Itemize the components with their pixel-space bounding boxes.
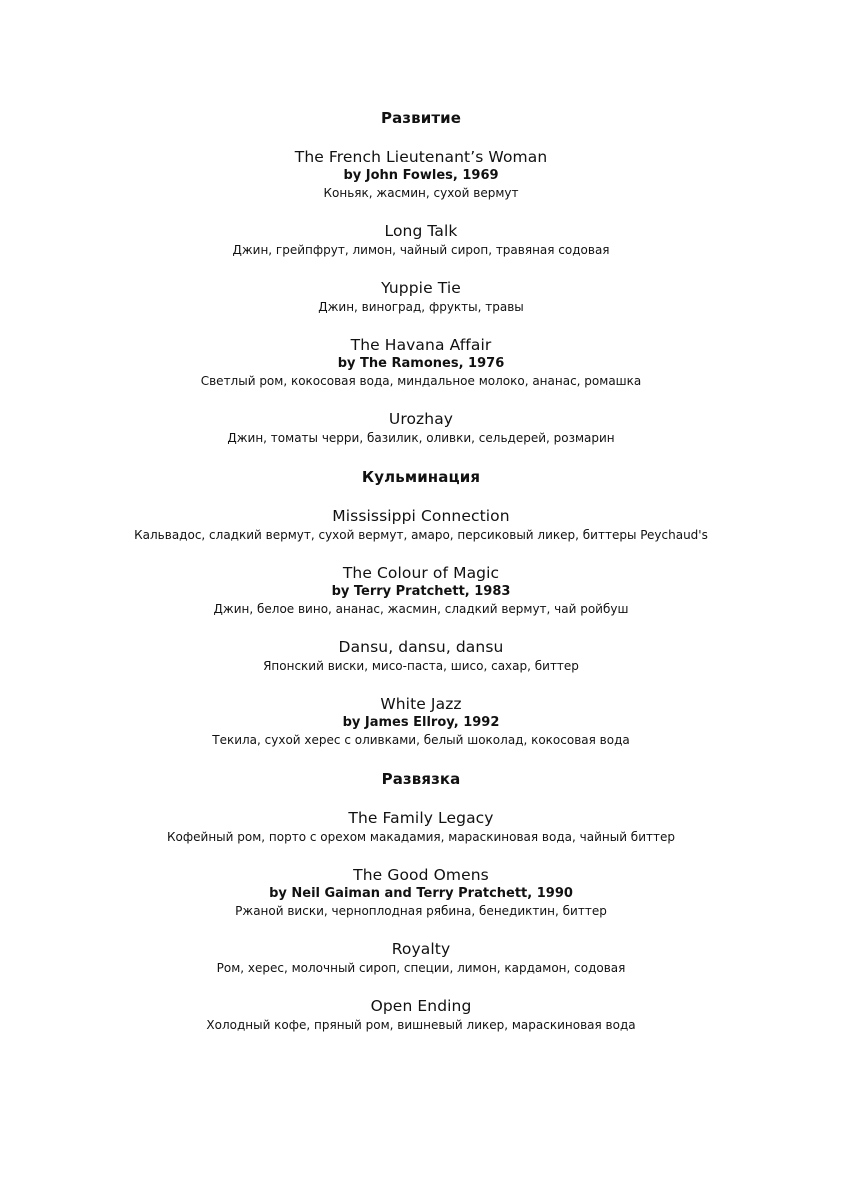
item-author: by Neil Gaiman and Terry Pratchett, 1990	[269, 886, 573, 901]
menu-item	[0, 564, 842, 618]
item-author: by Terry Pratchett, 1983	[331, 584, 511, 599]
item-title: The French Lieutenant’s Woman	[294, 148, 548, 166]
item-title: Dansu, dansu, dansu	[338, 638, 504, 656]
item-title: The Colour of Magic	[342, 564, 500, 582]
item-description: Ржаной виски, черноплодная рябина, бенедиктин, биттер	[235, 904, 607, 918]
item-title: White Jazz	[380, 695, 462, 713]
menu-item	[0, 940, 842, 977]
item-description: Текила, сухой херес с оливками, белый шоколад, кокосовая вода	[212, 733, 630, 747]
item-title: Urozhay	[388, 410, 454, 428]
item-title: Mississippi Connection	[332, 507, 510, 525]
item-description: Джин, грейпфрут, лимон, чайный сироп, травяная содовая	[232, 243, 610, 257]
item-title: Open Ending	[370, 997, 472, 1015]
section-heading: Развязка	[381, 770, 461, 788]
item-title: The Family Legacy	[348, 809, 494, 827]
menu-section-development	[0, 108, 842, 447]
item-description: Коньяк, жасмин, сухой вермут	[323, 186, 519, 200]
item-description: Кофейный ром, порто с орехом макадамия, мараскиновая вода, чайный биттер	[167, 830, 675, 844]
menu-item	[0, 866, 842, 920]
item-title: Long Talk	[384, 222, 458, 240]
item-description: Джин, томаты черри, базилик, оливки, сельдерей, розмарин	[227, 431, 615, 445]
item-description: Кальвадос, сладкий вермут, сухой вермут, амаро, персиковый ликер, биттеры Peychaud's	[134, 528, 708, 542]
item-title: Royalty	[391, 940, 451, 958]
menu-item	[0, 336, 842, 390]
menu-section-denouement	[0, 769, 842, 1034]
item-description: Холодный кофе, пряный ром, вишневый ликер, мараскиновая вода	[206, 1018, 636, 1032]
item-description: Джин, белое вино, ананас, жасмин, сладкий вермут, чай ройбуш	[213, 602, 629, 616]
menu-item	[0, 279, 842, 316]
item-description: Японский виски, мисо-паста, шисо, сахар, биттер	[263, 659, 579, 673]
menu-item	[0, 410, 842, 447]
item-title: The Havana Affair	[350, 336, 492, 354]
section-heading: Кульминация	[361, 468, 481, 486]
item-title: The Good Omens	[353, 866, 489, 884]
menu-item	[0, 638, 842, 675]
item-author: by The Ramones, 1976	[337, 356, 505, 371]
item-description: Джин, виноград, фрукты, травы	[318, 300, 524, 314]
item-author: by James Ellroy, 1992	[342, 715, 500, 730]
menu-section-climax	[0, 467, 842, 749]
menu-item	[0, 148, 842, 202]
menu-item	[0, 997, 842, 1034]
menu-item	[0, 809, 842, 846]
menu-item	[0, 695, 842, 749]
item-author: by John Fowles, 1969	[343, 168, 499, 183]
item-description: Ром, херес, молочный сироп, специи, лимон, кардамон, содовая	[216, 961, 626, 975]
menu-item	[0, 507, 842, 544]
item-description: Светлый ром, кокосовая вода, миндальное молоко, ананас, ромашка	[200, 374, 642, 388]
section-heading: Развитие	[380, 109, 461, 127]
menu-item	[0, 222, 842, 259]
item-title: Yuppie Tie	[381, 279, 461, 297]
